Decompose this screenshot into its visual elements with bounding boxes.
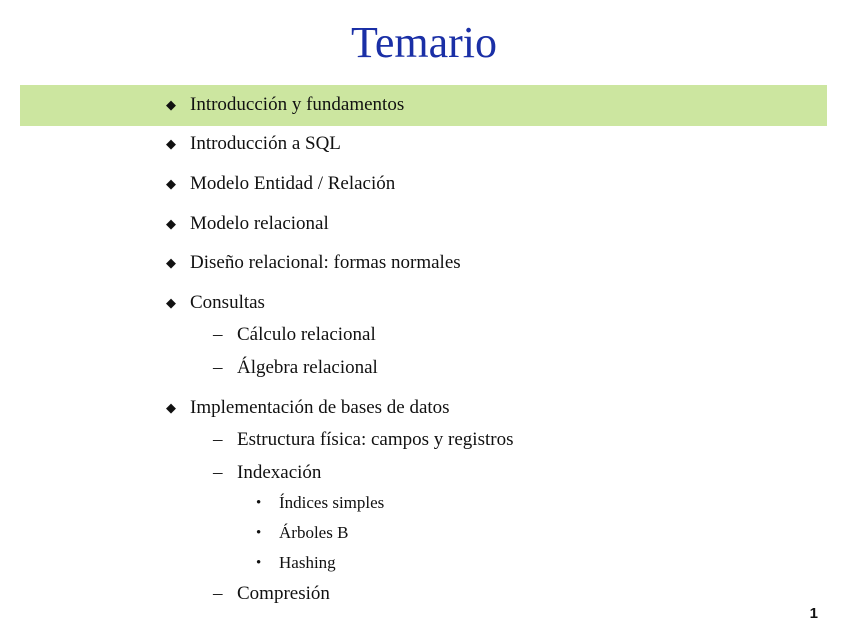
subsubtopic-hashing: Hashing bbox=[279, 553, 336, 572]
topic-modelo-relacional: Modelo relacional bbox=[190, 213, 329, 234]
topic-introduccion-fundamentos: Introducción y fundamentos bbox=[190, 94, 405, 115]
diamond-bullet-icon: ◆ bbox=[166, 255, 176, 270]
subtopic-compresion: Compresión bbox=[237, 583, 330, 604]
topic-implementacion-bases-datos: Implementación de bases de datos bbox=[190, 397, 450, 418]
dot-bullet-icon: • bbox=[256, 555, 262, 571]
subtopic-indexacion: Indexación bbox=[237, 462, 322, 483]
diamond-bullet-icon: ◆ bbox=[166, 176, 176, 191]
subtopic-calculo-relacional: Cálculo relacional bbox=[237, 324, 376, 345]
dash-bullet-icon: – bbox=[213, 324, 223, 345]
subsubtopic-arboles-b: Árboles B bbox=[279, 523, 349, 542]
dash-bullet-icon: – bbox=[213, 462, 223, 483]
dot-bullet-icon: • bbox=[256, 495, 262, 511]
topic-modelo-entidad-relacion: Modelo Entidad / Relación bbox=[190, 173, 396, 194]
diamond-bullet-icon: ◆ bbox=[166, 136, 176, 151]
diamond-bullet-icon: ◆ bbox=[166, 97, 176, 112]
dash-bullet-icon: – bbox=[213, 429, 223, 450]
dash-bullet-icon: – bbox=[213, 583, 223, 604]
subtopic-algebra-relacional: Álgebra relacional bbox=[237, 357, 378, 378]
subsubtopic-indices-simples: Índices simples bbox=[279, 493, 385, 512]
subtopic-estructura-fisica: Estructura física: campos y registros bbox=[237, 429, 514, 450]
page-number: 1 bbox=[809, 605, 818, 622]
dash-bullet-icon: – bbox=[213, 357, 223, 378]
topic-introduccion-sql: Introducción a SQL bbox=[190, 133, 341, 154]
diamond-bullet-icon: ◆ bbox=[166, 216, 176, 231]
diamond-bullet-icon: ◆ bbox=[166, 295, 176, 310]
diamond-bullet-icon: ◆ bbox=[166, 400, 176, 415]
current-topic-highlight bbox=[20, 85, 827, 126]
topic-consultas: Consultas bbox=[190, 292, 265, 313]
dot-bullet-icon: • bbox=[256, 525, 262, 541]
slide-title: Temario bbox=[351, 18, 497, 67]
topic-diseno-relacional: Diseño relacional: formas normales bbox=[190, 252, 461, 273]
